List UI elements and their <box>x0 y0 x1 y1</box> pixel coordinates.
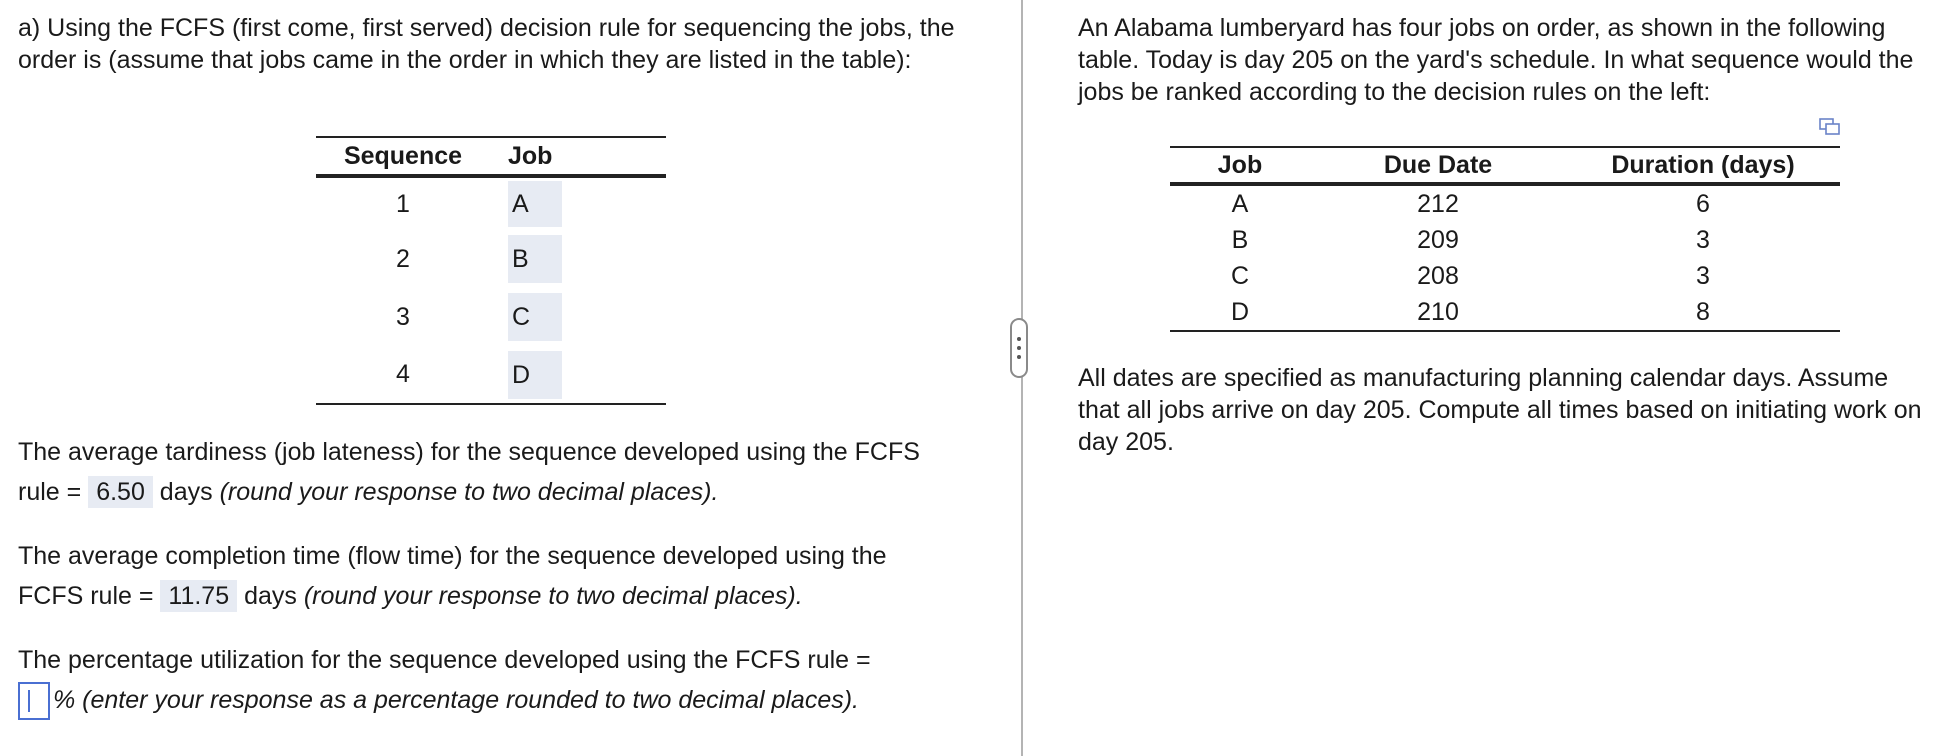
job-answer-cell[interactable]: B <box>508 235 562 283</box>
duration-cell: 6 <box>1696 189 1710 218</box>
table-row <box>316 346 666 404</box>
due-date-cell: 210 <box>1310 294 1566 331</box>
divider-drag-handle[interactable] <box>1010 318 1028 378</box>
sequence-number: 3 <box>396 302 410 331</box>
sequence-number: 4 <box>316 346 490 404</box>
completion-question: The average completion time (flow time) for the sequence developed using the FCFS rule = 11.75 days (round your response to two decimal places). <box>18 542 887 610</box>
table-row <box>316 288 666 346</box>
utilization-question: The percentage utilization for the sequence developed using the FCFS rule = % (enter your response as a percentage rounded to two decimal places). <box>18 640 998 720</box>
pane-divider <box>1021 0 1023 756</box>
sequence-number: 1 <box>396 189 410 218</box>
job-cell: D <box>1170 294 1310 331</box>
left-pane <box>18 12 1008 714</box>
question-intro: a) Using the FCFS (first come, first served) decision rule for sequencing the jobs, the order is (assume that jobs came in the order in which they are listed in the table): <box>18 14 955 74</box>
sequence-number: 2 <box>396 244 410 273</box>
job-answer-cell[interactable]: C <box>508 293 562 341</box>
job-header: Job <box>1170 147 1310 184</box>
due-date-cell: 208 <box>1417 261 1459 290</box>
due-date-header: Due Date <box>1310 147 1566 184</box>
grip-dot-icon <box>1017 346 1021 350</box>
duration-cell: 3 <box>1696 225 1710 254</box>
problem-intro: An Alabama lumberyard has four jobs on order, as shown in the following table. Today is day 205 on the yard's schedule. In what sequence would the jobs be ranked according to the decision rules on the left: <box>1078 14 1914 106</box>
job-header: Job <box>490 137 666 176</box>
grip-dot-icon <box>1017 337 1021 341</box>
job-answer-cell[interactable]: A <box>508 181 562 227</box>
table-row <box>1170 294 1840 331</box>
tardiness-answer[interactable]: 6.50 <box>88 476 153 508</box>
right-pane <box>1078 12 1926 456</box>
duration-cell: 3 <box>1696 261 1710 290</box>
utilization-input[interactable] <box>18 682 50 720</box>
job-cell: C <box>1230 261 1250 290</box>
table-row <box>1170 184 1840 222</box>
job-cell: A <box>1231 189 1249 218</box>
table-row <box>316 176 666 230</box>
job-answer-cell[interactable]: D <box>508 351 562 399</box>
job-cell: B <box>1231 225 1249 254</box>
table-row <box>1170 222 1840 258</box>
due-date-cell: 212 <box>1417 189 1459 218</box>
tardiness-question: The average tardiness (job lateness) for the sequence developed using the FCFS rule = 6.50 days (round your response to two decimal places). <box>18 438 920 506</box>
problem-note: All dates are specified as manufacturing planning calendar days. Assume that all jobs arrive on day 205. Compute all times based on initiating work on day 205. <box>1078 364 1922 456</box>
due-date-cell: 209 <box>1417 225 1459 254</box>
sequence-table <box>316 136 666 405</box>
copy-table-icon[interactable] <box>1819 118 1841 136</box>
jobs-table <box>1170 146 1840 332</box>
duration-header: Duration (days) <box>1566 147 1840 184</box>
duration-cell: 8 <box>1566 294 1840 331</box>
grip-dot-icon <box>1017 355 1021 359</box>
completion-answer[interactable]: 11.75 <box>160 580 237 612</box>
table-row <box>1170 258 1840 294</box>
sequence-header: Sequence <box>316 137 490 176</box>
table-row <box>316 230 666 288</box>
